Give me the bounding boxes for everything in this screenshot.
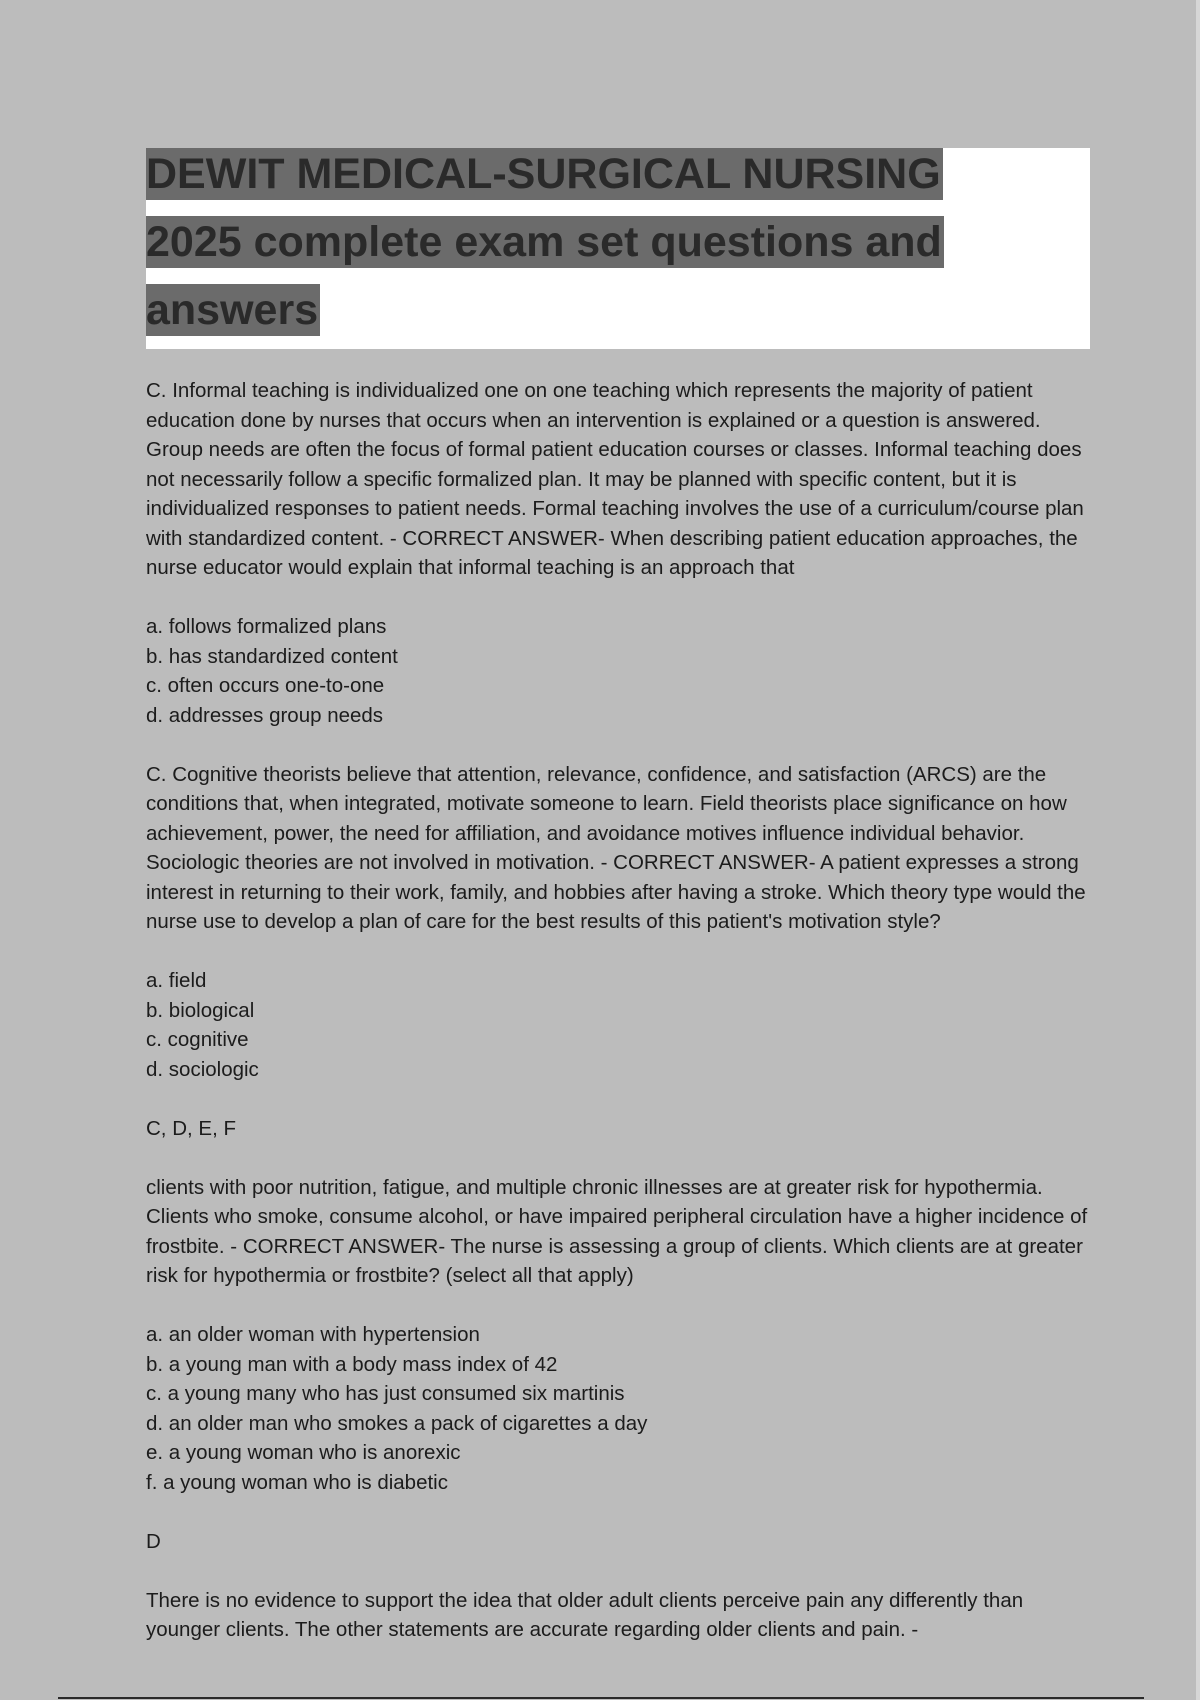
answer-options bbox=[146, 1320, 1090, 1497]
answer-key-line: D bbox=[146, 1529, 161, 1553]
title-line-2: 2025 complete exam set questions and bbox=[146, 218, 942, 266]
option-item: c. often occurs one-to-one bbox=[146, 674, 385, 697]
page-edge bbox=[1196, 0, 1200, 1700]
option-item: c. cognitive bbox=[146, 1028, 249, 1051]
answer-options bbox=[146, 612, 1090, 730]
option-item: f. a young woman who is diabetic bbox=[146, 1470, 448, 1494]
option-item: b. biological bbox=[146, 998, 255, 1022]
option-item: a. field bbox=[146, 969, 207, 992]
rationale-paragraph: There is no evidence to support the idea that older adult clients perceive pain any differently than younger clients. The other statements are accurate regarding older clients and pain. - bbox=[146, 1588, 1024, 1641]
option-item: e. a young woman who is anorexic bbox=[146, 1441, 461, 1464]
option-item: b. a young man with a body mass index of 42 bbox=[146, 1352, 558, 1376]
title-box bbox=[146, 148, 1090, 349]
rationale-paragraph: C. Informal teaching is individualized one on one teaching which represents the majority of patient education done by nurses that occurs when an intervention is explained or a question is answered. Group needs are often the focus of formal patient education courses or classes. Informal teaching does not necessarily follow a specific formalized plan. It may be planned with specific content, but it is individualized responses to patient needs. Formal teaching involves the use of a curriculum/course plan with standardized content. - CORRECT ANSWER- When describing patient education approaches, the nurse educator would explain that informal teaching is an approach that bbox=[146, 379, 1084, 579]
option-item: b. has standardized content bbox=[146, 644, 398, 668]
title-line-1: DEWIT MEDICAL-SURGICAL NURSING bbox=[146, 150, 941, 198]
answer-options bbox=[146, 966, 1090, 1084]
document-body bbox=[146, 376, 1090, 1645]
page-bottom-rule bbox=[58, 1697, 1144, 1699]
rationale-paragraph: clients with poor nutrition, fatigue, and multiple chronic illnesses are at greater risk for hypothermia. Clients who smoke, consume alcohol, or have impaired peripheral circulation have a higher incidence of frostbite. - CORRECT ANSWER- The nurse is assessing a group of clients. Which clients are at greater risk for hypothermia or frostbite? (select all that apply) bbox=[146, 1175, 1088, 1287]
option-item: d. an older man who smokes a pack of cigarettes a day bbox=[146, 1411, 648, 1435]
answer-key-line: C, D, E, F bbox=[146, 1116, 236, 1140]
option-item: c. a young many who has just consumed six martinis bbox=[146, 1382, 625, 1405]
option-item: a. an older woman with hypertension bbox=[146, 1323, 480, 1346]
rationale-paragraph: C. Cognitive theorists believe that attention, relevance, confidence, and satisfaction (ARCS) are the conditions that, when integrated, motivate someone to learn. Field theorists place significance on how achievement, power, the need for affiliation, and avoidance motives influence individual behavior. Sociologic theories are not involved in motivation. - CORRECT ANSWER- A patient expresses a strong interest in returning to their work, family, and hobbies after having a stroke. Which theory type would the nurse use to develop a plan of care for the best results of this patient's motivation style? bbox=[146, 762, 1086, 933]
document-page bbox=[146, 148, 1090, 1674]
option-item: d. sociologic bbox=[146, 1057, 259, 1081]
option-item: a. follows formalized plans bbox=[146, 615, 387, 638]
title-line-3: answers bbox=[146, 286, 319, 334]
option-item: d. addresses group needs bbox=[146, 703, 384, 727]
